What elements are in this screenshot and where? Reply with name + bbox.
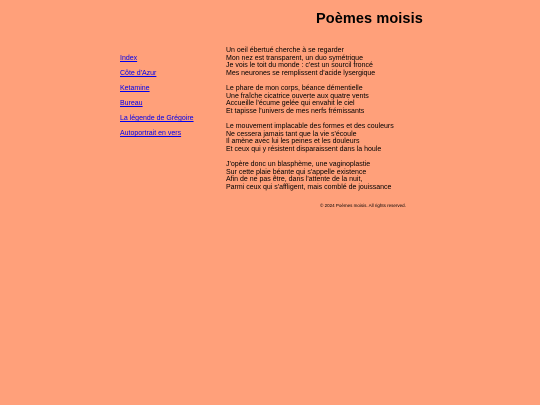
- nav-item: [120, 112, 194, 127]
- poem-stanza: [226, 161, 394, 191]
- poem-line: Le mouvement implacable des formes et des couleurs: [226, 122, 394, 130]
- poem-line: Accueille l'écume gelée qui envahit le ciel: [226, 100, 355, 108]
- nav-item: [120, 97, 194, 112]
- poem-line: Mes neurones se remplissent d'acide lysergique: [226, 69, 376, 77]
- nav-link-ketamine[interactable]: Ketamine: [120, 85, 150, 92]
- nav-link-bureau[interactable]: Bureau: [120, 100, 143, 107]
- footer-copyright: © 2024 Poèmes moisis. All rights reserved.: [320, 203, 406, 208]
- nav-item: [120, 82, 194, 97]
- nav-menu: [120, 52, 194, 142]
- poem-line: Le phare de mon corps, béance démentielle: [226, 84, 363, 92]
- poem-line: Il amène avec lui les peines et les douleurs: [226, 138, 360, 146]
- nav-link-autoportrait-en-vers[interactable]: Autoportrait en vers: [120, 130, 182, 137]
- poem: [226, 47, 394, 199]
- poem-line: J'opère donc un blasphème, une vaginoplastie: [226, 160, 371, 168]
- poem-line: Une fraîche cicatrice ouverte aux quatre vents: [226, 92, 369, 100]
- nav-item: [120, 52, 194, 67]
- site-title: Poèmes moisis: [316, 11, 423, 27]
- nav-link-index[interactable]: Index: [120, 55, 138, 62]
- nav-link-legende-de-gregoire[interactable]: La légende de Grégoire: [120, 115, 194, 122]
- poem-line: Et tapisse l'univers de mes nerfs frémissants: [226, 107, 365, 115]
- poem-stanza: [226, 47, 394, 77]
- nav-item: [120, 67, 194, 82]
- poem-line: Je vois le toit du monde : c'est un sourcil froncé: [226, 62, 373, 70]
- nav-item: [120, 127, 194, 142]
- poem-line: Mon nez est transparent, un duo symétrique: [226, 54, 363, 62]
- poem-line: Afin de ne pas être, dans l'attente de la nuit,: [226, 176, 363, 184]
- poem-line: Parmi ceux qui s'affligent, mais comblé de jouissance: [226, 183, 392, 191]
- poem-stanza: [226, 123, 394, 153]
- nav-link-cote-d-azur[interactable]: Côte d'Azur: [120, 70, 157, 77]
- poem-stanza: [226, 85, 394, 115]
- poem-line: Un oeil ébertué cherche à se regarder: [226, 47, 344, 54]
- poem-line: Et ceux qui y résistent disparaissent dans la houle: [226, 145, 382, 153]
- poem-line: Ne cessera jamais tant que la vie s'écoule: [226, 130, 357, 138]
- poem-line: Sur cette plaie béante qui s'appelle existence: [226, 168, 367, 176]
